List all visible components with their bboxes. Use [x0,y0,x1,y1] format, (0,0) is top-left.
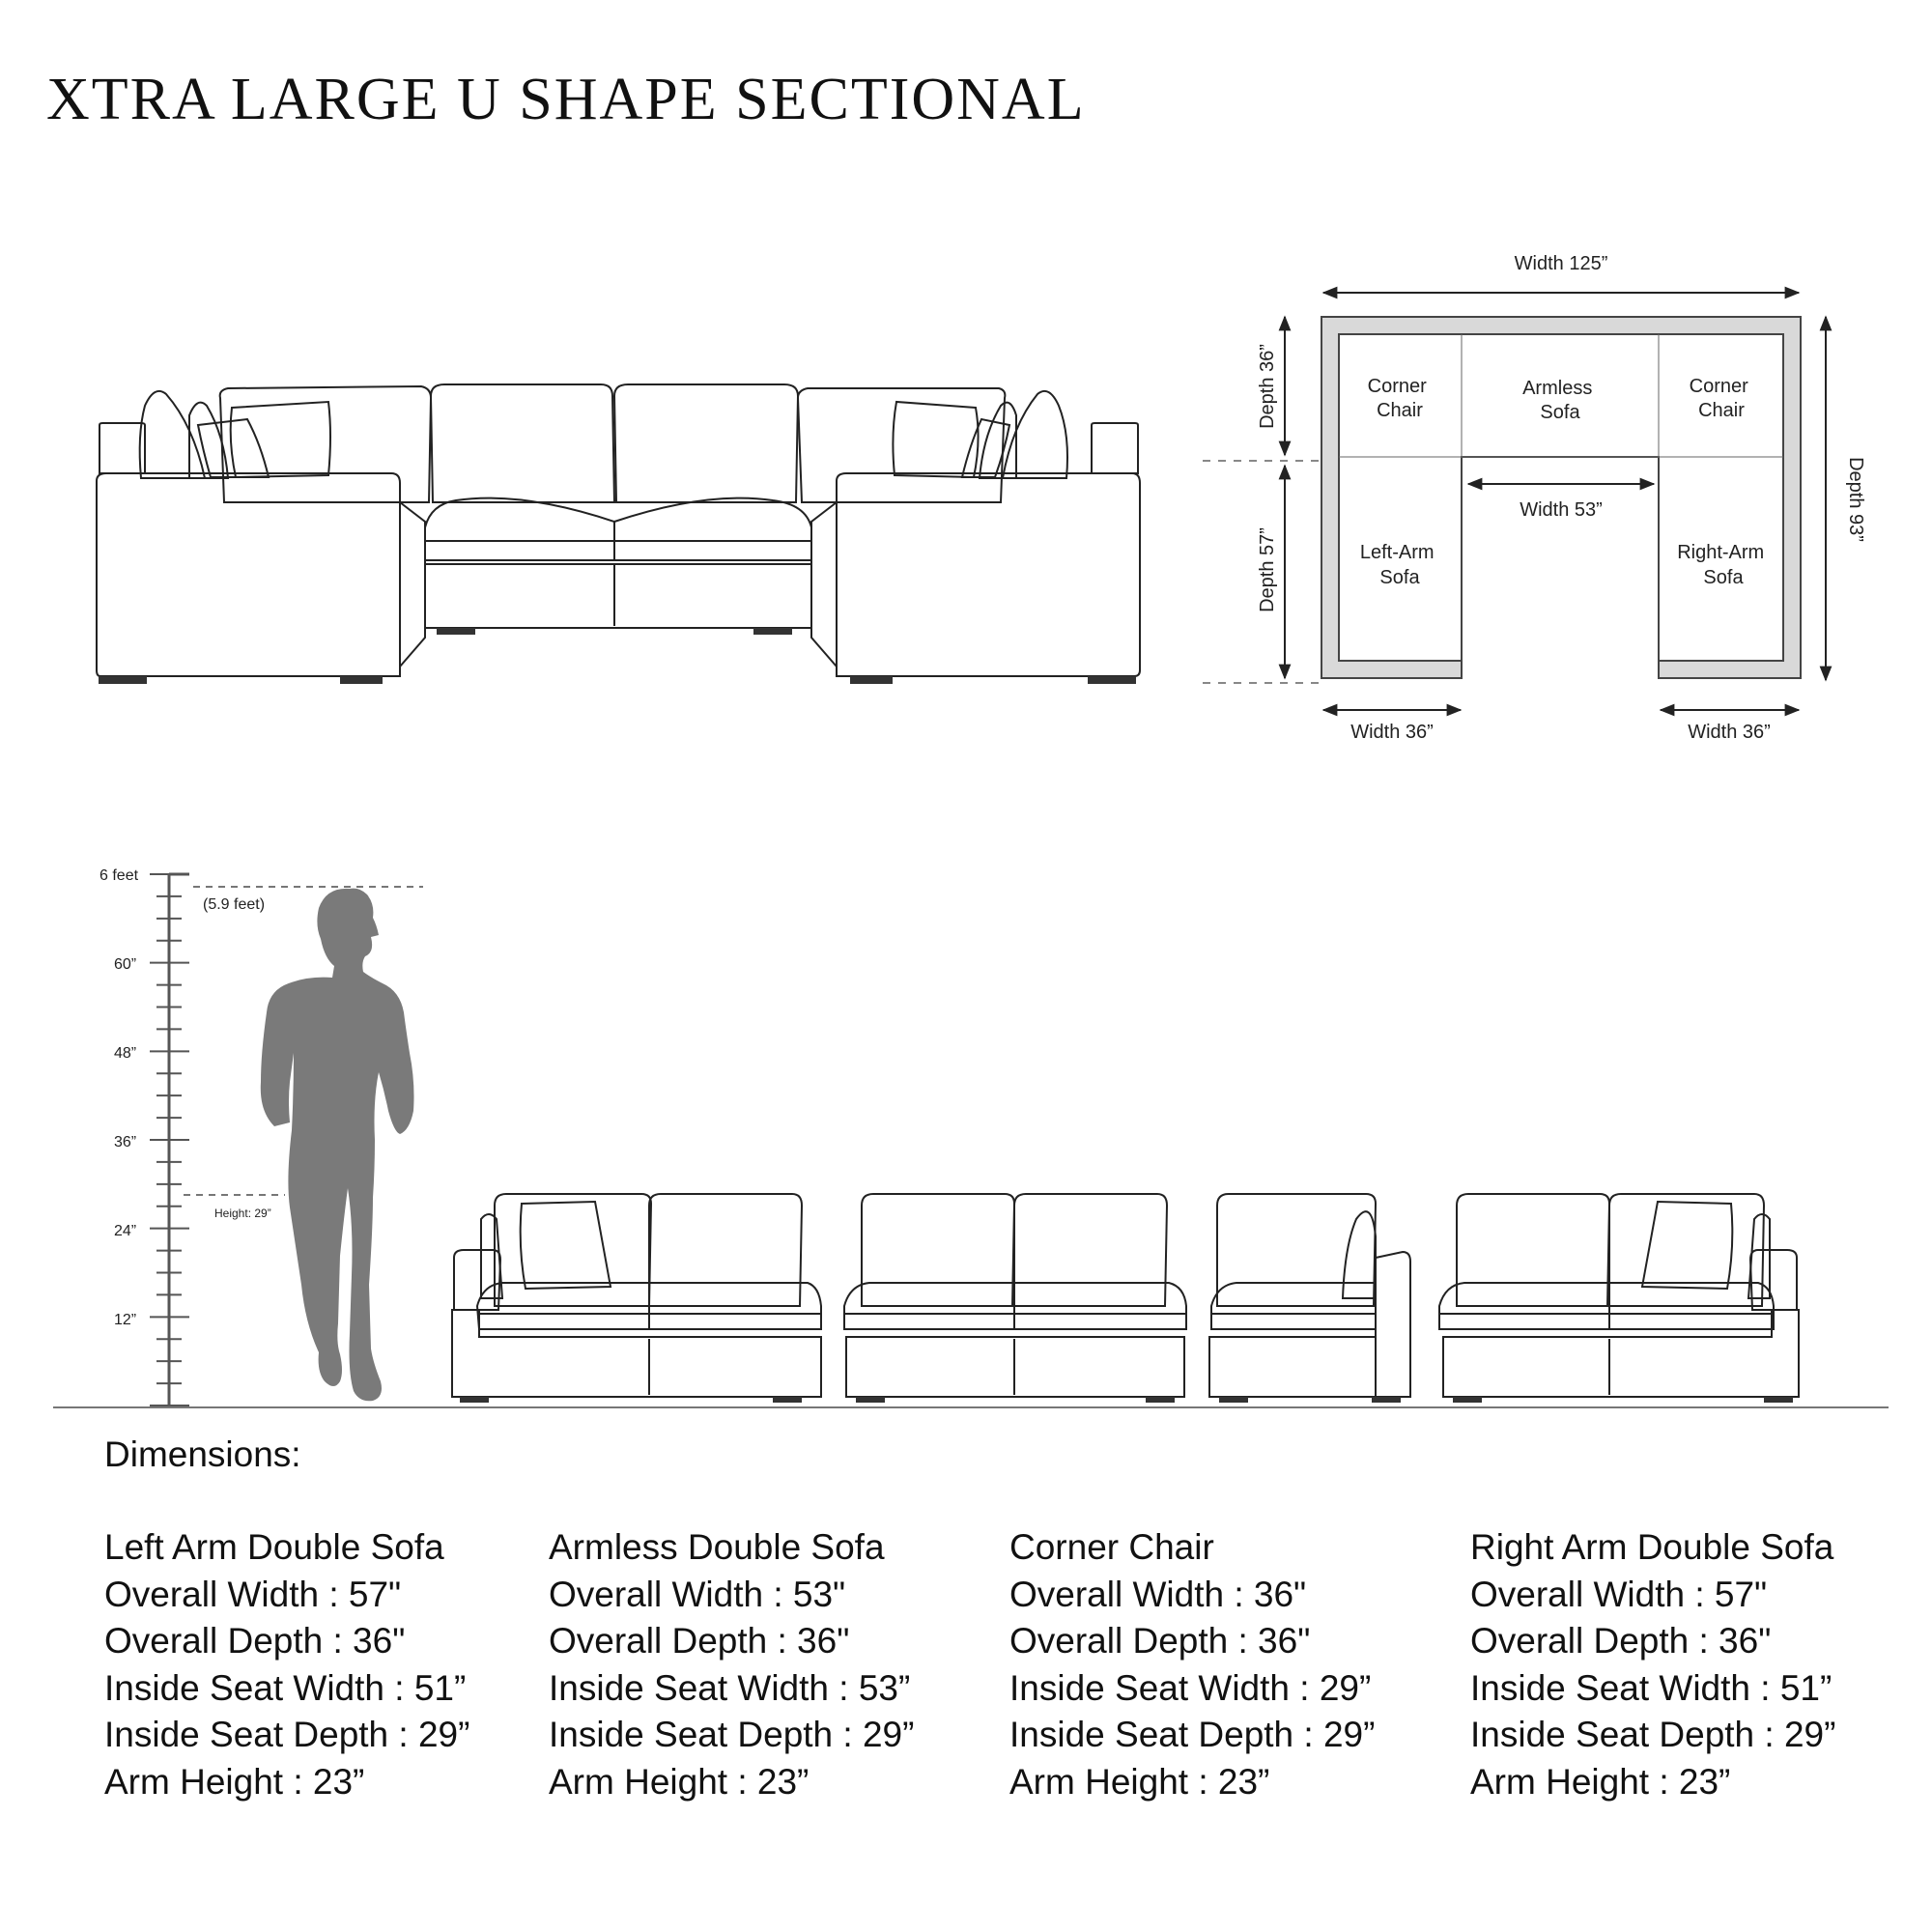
armless-sofa-label-1: Armless [1522,378,1593,399]
corner-chair-front [1209,1194,1410,1397]
spec-left-arm-sofa [104,1524,469,1805]
spec-corner-chair [1009,1524,1375,1805]
corner-chair-right-label-2: Chair [1698,400,1745,421]
sectional-front-view [97,384,1140,676]
spec-inside-seat-depth: Inside Seat Depth : 29” [104,1715,470,1754]
scale-top-label: 6 feet [99,867,139,884]
inner-width-label: Width 53” [1520,499,1603,521]
left-arm-sofa-label-1: Left-Arm [1359,542,1435,563]
spec-arm-height: Arm Height : 23” [104,1761,365,1802]
spec-overall-width: Overall Width : 57" [104,1574,402,1614]
dimensions-heading: Dimensions: [104,1434,301,1474]
person-silhouette [261,889,414,1402]
tick-label-48: 48” [114,1045,137,1062]
person-height-label: (5.9 feet) [203,896,266,913]
corner-chair-right-label-1: Corner [1689,376,1748,397]
spec-inside-seat-width: Inside Seat Width : 51” [104,1667,467,1708]
left-width-label: Width 36” [1350,722,1434,743]
spec-name: Corner Chair [1009,1527,1214,1567]
armless-sofa-label-2: Sofa [1540,402,1580,423]
spec-inside-seat-width: Inside Seat Width : 53” [549,1667,911,1708]
spec-name: Armless Double Sofa [549,1527,885,1567]
corner-chair-left-label-1: Corner [1367,376,1427,397]
right-width-label: Width 36” [1688,722,1771,743]
spec-overall-width: Overall Width : 57" [1470,1574,1768,1614]
spec-arm-height: Arm Height : 23” [1470,1761,1731,1802]
spec-overall-depth: Overall Depth : 36" [104,1621,406,1661]
armless-sofa-front [844,1194,1186,1397]
tick-label-12: 12” [114,1312,137,1328]
tick-label-60: 60” [114,956,137,973]
spec-arm-height: Arm Height : 23” [1009,1761,1270,1802]
page-title: XTRA LARGE U SHAPE SECTIONAL [46,67,1086,132]
spec-inside-seat-depth: Inside Seat Depth : 29” [1470,1715,1836,1754]
arm-depth-label: Depth 57” [1257,527,1278,612]
spec-overall-depth: Overall Depth : 36" [1470,1621,1772,1661]
tick-label-36: 36” [114,1134,137,1150]
right-arm-sofa-label-1: Right-Arm [1677,542,1765,563]
spec-overall-depth: Overall Depth : 36" [1009,1621,1311,1661]
left-arm-sofa-front [452,1194,821,1397]
corner-chair-left-label-2: Chair [1377,400,1423,421]
right-arm-sofa-label-2: Sofa [1703,567,1744,588]
corner-depth-label: Depth 36” [1257,344,1278,429]
spec-overall-depth: Overall Depth : 36" [549,1621,850,1661]
spec-inside-seat-depth: Inside Seat Depth : 29” [1009,1715,1376,1754]
spec-right-arm-sofa [1470,1524,1835,1805]
spec-armless-sofa [549,1524,914,1805]
spec-inside-seat-width: Inside Seat Width : 51” [1470,1667,1833,1708]
overall-depth-label: Depth 93” [1845,457,1866,542]
spec-overall-width: Overall Width : 53" [549,1574,846,1614]
spec-overall-width: Overall Width : 36" [1009,1574,1307,1614]
layout-diagram [1203,253,1866,743]
left-arm-sofa-label-2: Sofa [1379,567,1420,588]
seat-height-label: Height: 29” [214,1207,271,1220]
spec-name: Right Arm Double Sofa [1470,1527,1834,1567]
right-arm-sofa-front [1439,1194,1799,1397]
spec-inside-seat-width: Inside Seat Width : 29” [1009,1667,1372,1708]
overall-width-label: Width 125” [1514,253,1608,274]
tick-label-24: 24” [114,1223,137,1239]
spec-name: Left Arm Double Sofa [104,1527,444,1567]
spec-arm-height: Arm Height : 23” [549,1761,810,1802]
spec-inside-seat-depth: Inside Seat Depth : 29” [549,1715,915,1754]
